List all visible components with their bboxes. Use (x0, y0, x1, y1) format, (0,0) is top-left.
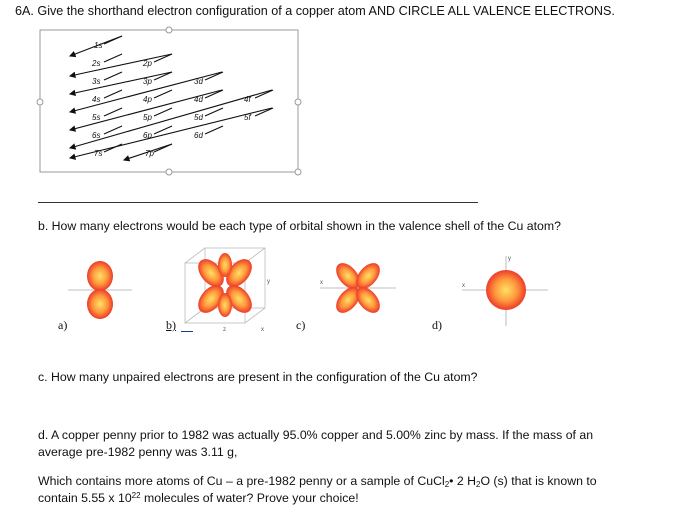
orbital-7p: 7p (145, 149, 154, 158)
orbital-6p: 6p (143, 131, 152, 140)
diagonal-stroke (154, 126, 172, 134)
label-b: b) (166, 318, 176, 332)
orbital-1s: 1s (94, 41, 103, 50)
q-d2-part1: Which contains more atoms of Cu – a pre-1982 penny or a sample of CuCl (38, 474, 445, 488)
diagonal-stroke (104, 90, 122, 98)
orbital-3s: 3s (92, 77, 101, 86)
question-c: c. How many unpaired electrons are present in the configuration of the Cu atom? (38, 370, 478, 384)
q-d2-part2: • 2 H (449, 474, 476, 488)
orbital-4s: 4s (92, 95, 101, 104)
orbital-6s: 6s (92, 131, 101, 140)
q-d2-sub: 2 (444, 480, 450, 489)
orbital-5f: 5f (244, 113, 251, 122)
axis-x-label-c: x (320, 280, 323, 286)
question-d (38, 427, 648, 461)
diagonal-stroke (104, 72, 122, 80)
q-d2-sup: 22 (131, 491, 141, 500)
orbital-3d: 3d (194, 77, 203, 86)
axis-z-label: z (223, 327, 226, 333)
axis-x-label-d: x (462, 283, 465, 289)
q-d2-line2-part1: contain 5.55 x 10 (38, 491, 132, 505)
orbital-7s: 7s (94, 149, 103, 158)
orbital-4f: 4f (244, 95, 251, 104)
diagonal-stroke (154, 54, 172, 62)
question-b: b. How many electrons would be each type of orbital shown in the valence shell of the Cu atom? (38, 219, 561, 233)
diagonal-stroke (104, 54, 122, 62)
diagonal-stroke (154, 90, 172, 98)
label-c: c) (296, 318, 306, 332)
axis-y-label: y (267, 279, 270, 285)
label-a: a) (58, 318, 68, 332)
q-d2-sub2: 2 (476, 480, 481, 489)
d-orbitals-cube-image (175, 243, 275, 333)
axis-y-label-d: y (508, 256, 511, 262)
q-d2-line2-part2: molecules of water? Prove your choice! (140, 491, 359, 505)
orbital-5p: 5p (143, 113, 152, 122)
orbital-5d: 5d (194, 113, 203, 122)
divider (38, 202, 478, 203)
diagonal-stroke (104, 144, 122, 152)
p-orbital-image (60, 250, 140, 330)
orbital-3p: 3p (143, 77, 152, 86)
question-6a-title: 6A. Give the shorthand electron configuration of a copper atom AND CIRCLE ALL VALENCE ELECTRONS. (15, 4, 615, 18)
diagonal-stroke (104, 108, 122, 116)
diagonal-stroke (154, 72, 172, 80)
orbital-4p: 4p (143, 95, 152, 104)
question-d-line1: d. A copper penny prior to 1982 was actually 95.0% copper and 5.00% zinc by mass. If the mass of an (38, 428, 594, 442)
orbital-2p: 2p (143, 59, 152, 68)
question-d-part2 (38, 473, 648, 507)
orbital-6d: 6d (194, 131, 203, 140)
label-b-underline (181, 331, 193, 332)
orbital-5s: 5s (92, 113, 101, 122)
axis-x-label: x (261, 327, 264, 333)
d-orbital-cloverleaf-image (318, 248, 398, 328)
label-d: d) (432, 318, 442, 332)
q-d2-part3: O (s) that is known to (480, 474, 597, 488)
diagonal-stroke (205, 108, 223, 116)
s-orbital-image (460, 250, 550, 330)
diagonal-stroke (104, 126, 122, 134)
aufbau-diagram (0, 0, 700, 200)
orbital-4d: 4d (194, 95, 203, 104)
orbital-2s: 2s (92, 59, 101, 68)
diagonal-stroke (205, 126, 223, 134)
question-d-line2: average pre-1982 penny was 3.11 g, (38, 445, 238, 459)
selection-box (40, 30, 298, 172)
diagonal-stroke (154, 108, 172, 116)
